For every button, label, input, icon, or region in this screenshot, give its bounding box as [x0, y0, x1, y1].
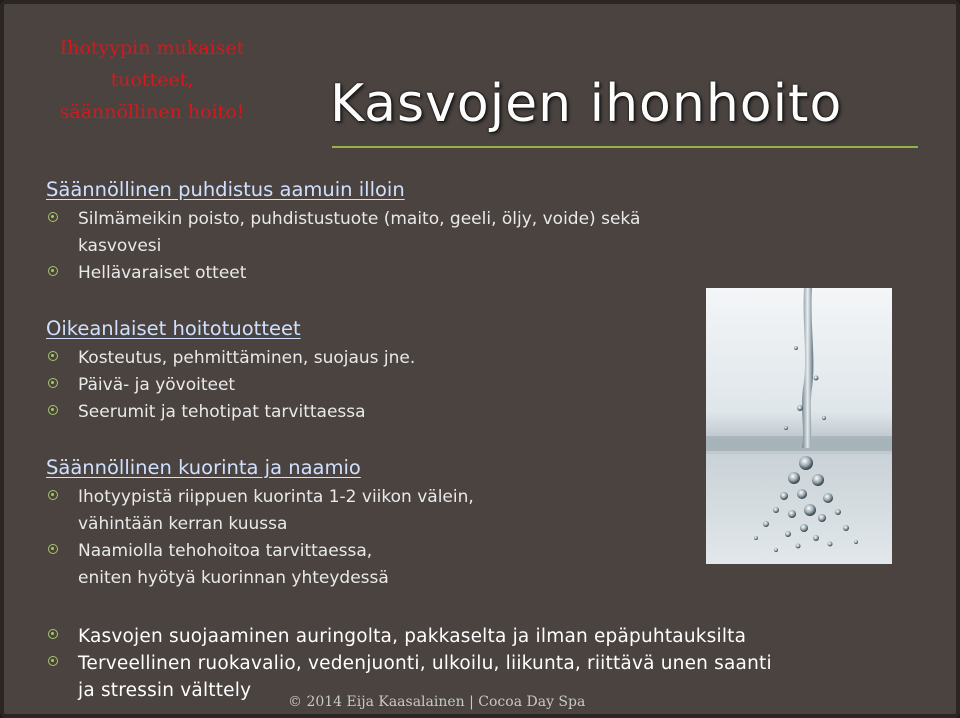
slide-title: Kasvojen ihonhoito: [330, 74, 843, 134]
title-underline: [332, 146, 918, 148]
bullet-line: Päivä- ja yövoiteet: [78, 375, 236, 395]
ring-bullet-icon: [48, 405, 58, 415]
corner-note-line2: tuotteet,: [110, 69, 194, 91]
bullet-line: vähintään kerran kuussa: [78, 514, 288, 534]
ring-bullet-icon: [48, 656, 58, 666]
ring-bullet-icon: [48, 490, 58, 500]
bullet-line: Terveellinen ruokavalio, vedenjuonti, ulkoilu, liikunta, riittävä unen saanti: [78, 653, 772, 674]
ring-bullet-icon: [48, 544, 58, 554]
bullet-line: Naamiolla tehohoitoa tarvittaessa,: [78, 541, 373, 561]
section-heading-exfoliation: Säännöllinen kuorinta ja naamio: [46, 456, 361, 479]
corner-note-line1: Ihotyypin mukaiset: [59, 37, 245, 59]
bullet-line: eniten hyötyä kuorinnan yhteydessä: [78, 568, 389, 588]
footer-copyright: © 2014 Eija Kaasalainen | Cocoa Day Spa: [288, 694, 586, 710]
bullet-line: Ihotyypistä riippuen kuorinta 1-2 viikon välein,: [78, 487, 474, 507]
bullet-line: kasvovesi: [78, 236, 162, 256]
section-heading-products: Oikeanlaiset hoitotuotteet: [46, 317, 301, 340]
water-splash-graphic: [706, 288, 892, 564]
bullet-line: Kasvojen suojaaminen auringolta, pakkaselta ja ilman epäpuhtauksilta: [78, 626, 747, 647]
ring-bullet-icon: [48, 351, 58, 361]
bullet-line: Silmämeikin poisto, puhdistustuote (maito, geeli, öljy, voide) sekä: [78, 209, 641, 229]
corner-note-line3: säännöllinen hoito!: [59, 101, 245, 123]
ring-bullet-icon: [48, 378, 58, 388]
ring-bullet-icon: [48, 212, 58, 222]
ring-bullet-icon: [48, 629, 58, 639]
bullet-item: [46, 206, 826, 260]
water-splash-photo: [706, 288, 892, 564]
bullet-item: [46, 623, 946, 650]
bullet-item: [46, 260, 826, 287]
bullet-line: ja stressin välttely: [78, 680, 252, 701]
bullet-line: Kosteutus, pehmittäminen, suojaus jne.: [78, 348, 416, 368]
bullet-line: Seerumit ja tehotipat tarvittaessa: [78, 402, 366, 422]
ring-bullet-icon: [48, 266, 58, 276]
bullet-line: Hellävaraiset otteet: [78, 263, 247, 283]
corner-note: [32, 32, 272, 128]
section-heading-cleansing: Säännöllinen puhdistus aamuin illoin: [46, 178, 405, 201]
